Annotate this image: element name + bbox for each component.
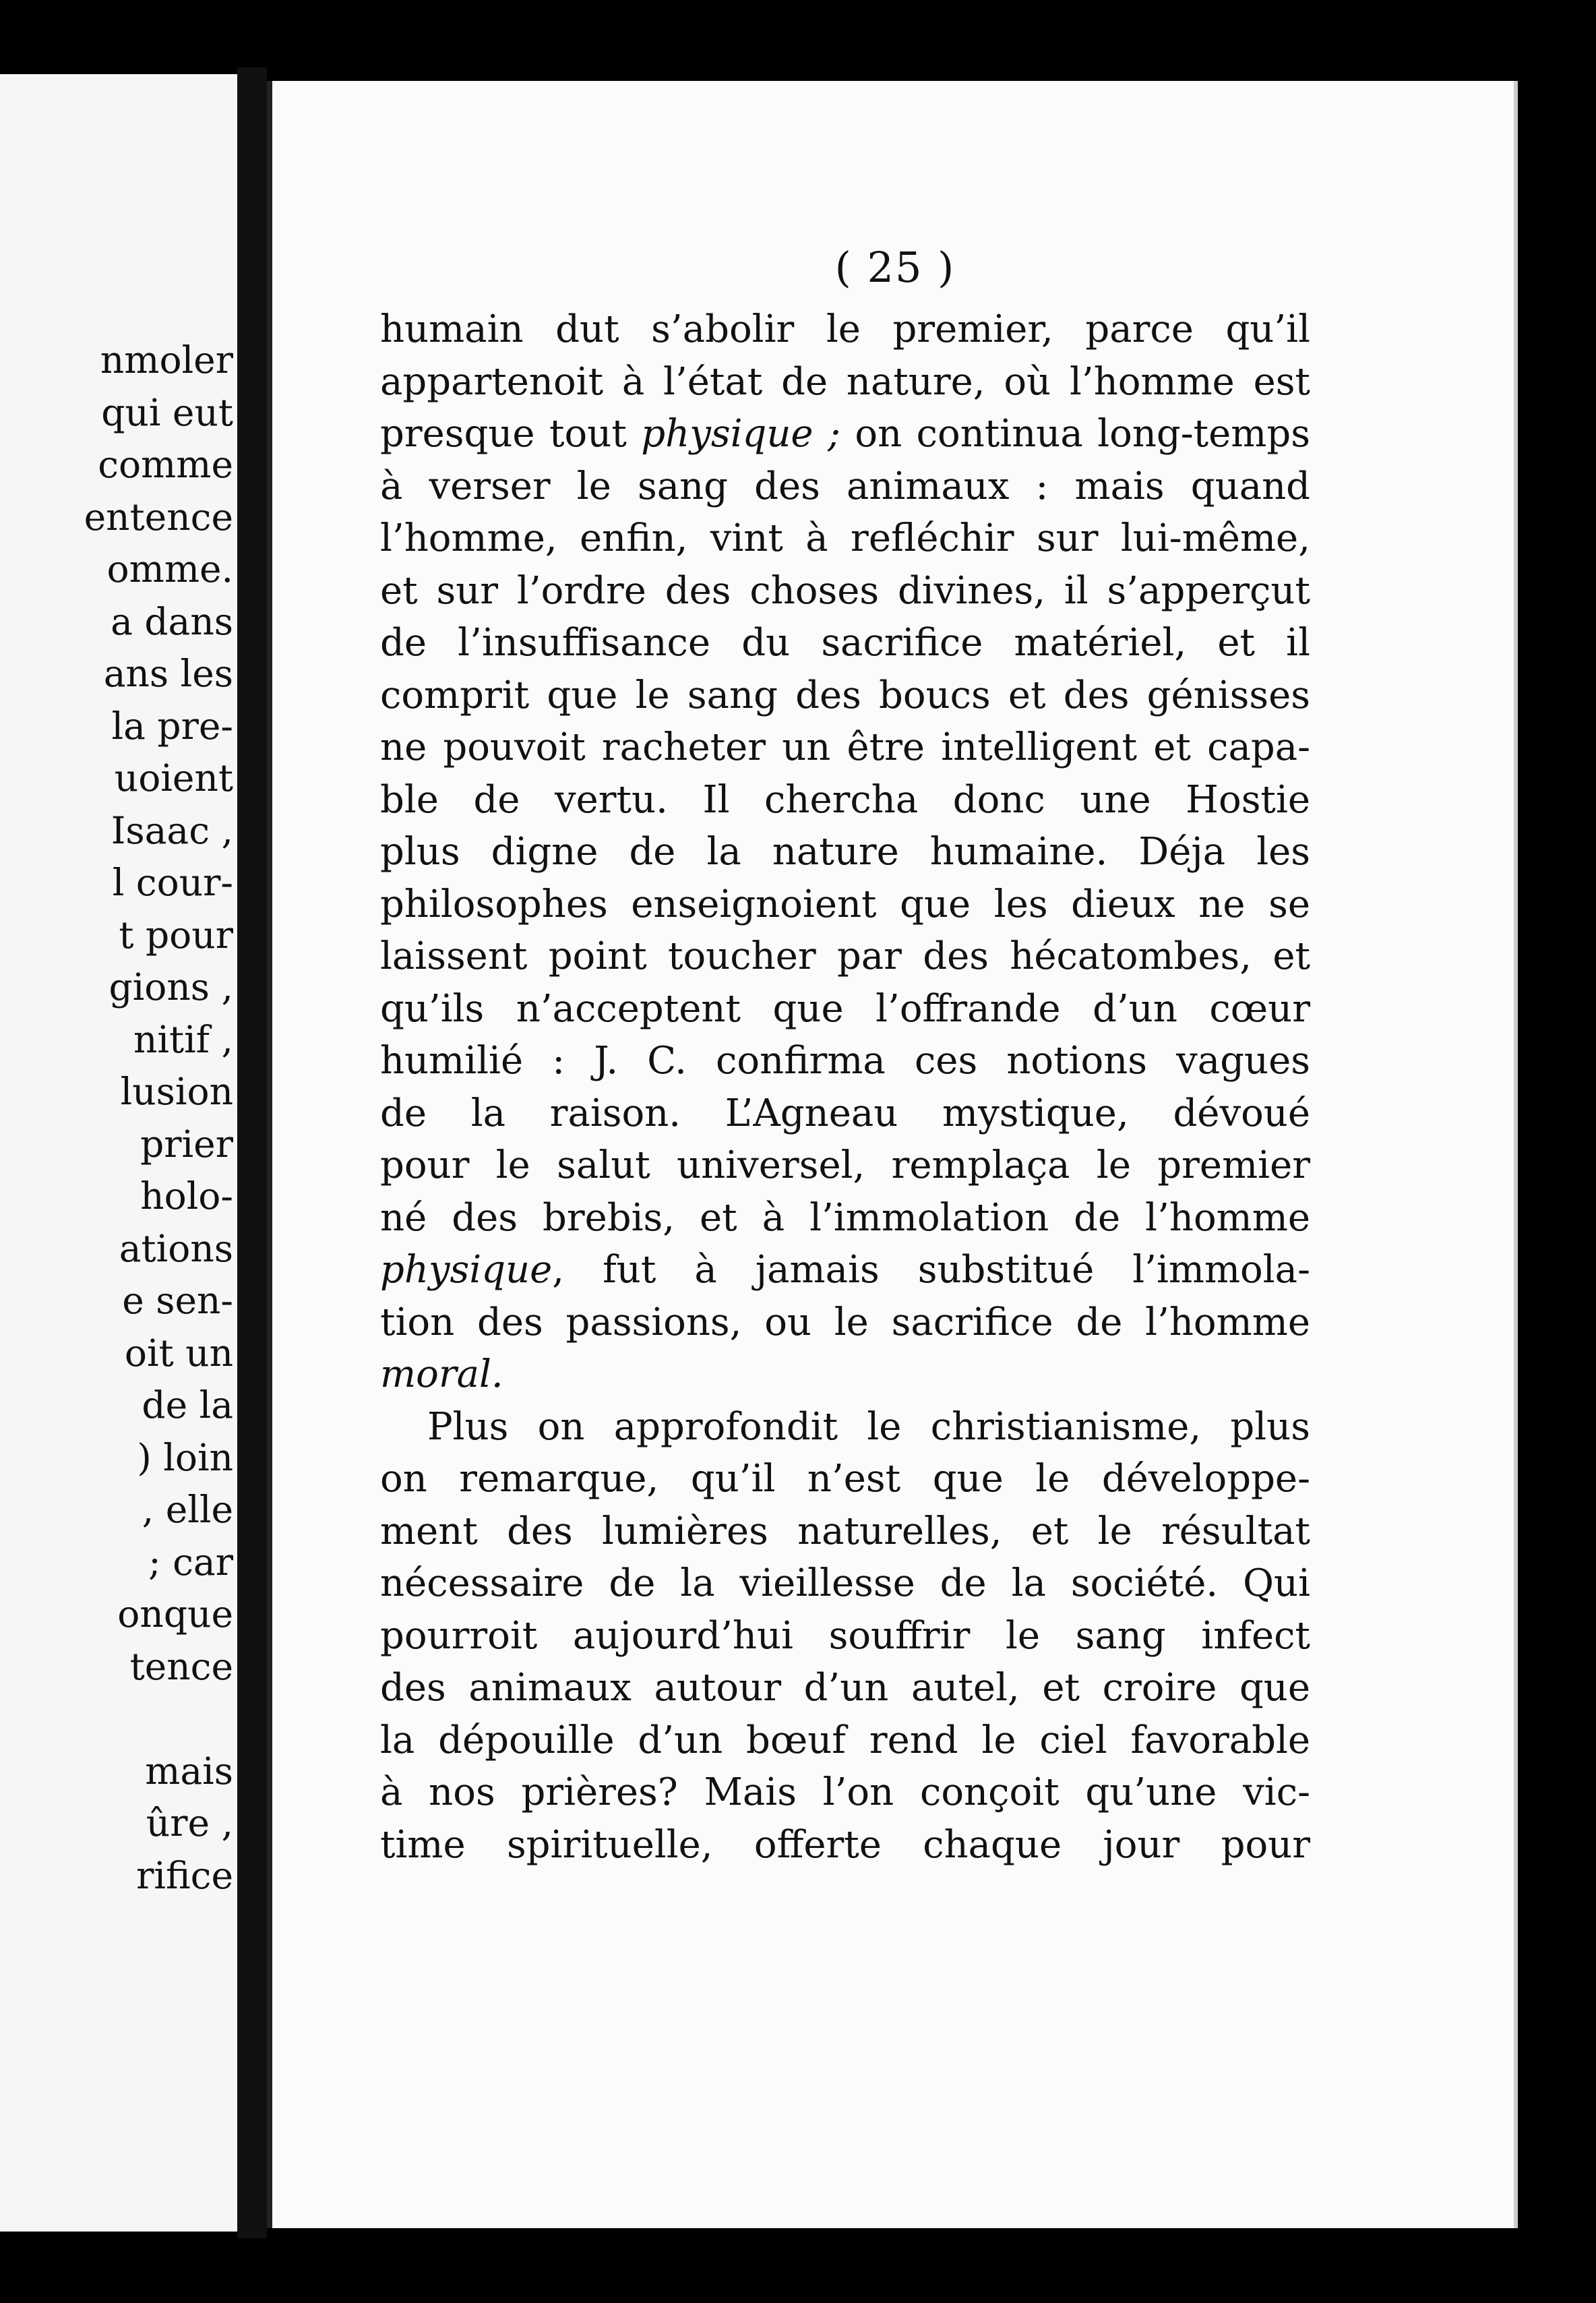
text-line: à verser le sang des animaux : mais quand <box>380 464 1310 508</box>
left-page-line: tence <box>129 1644 233 1688</box>
text-line: de la raison. L’Agneau mystique, dévoué <box>380 1091 1310 1135</box>
text-line: on remarque, qu’il n’est que le développe- <box>380 1457 1310 1501</box>
left-page-line: l cour- <box>112 861 233 904</box>
text-line: l’homme, enfin, vint à refléchir sur lui-même, <box>380 516 1310 560</box>
text-line: ble de vertu. Il chercha donc une Hostie <box>380 777 1310 822</box>
text-line: de l’insuffisance du sacrifice matériel, et il <box>380 621 1310 665</box>
left-page-line: a dans <box>111 599 233 643</box>
italic-word: physique <box>380 1248 553 1292</box>
text-line: comprit que le sang des boucs et des génisses <box>380 673 1310 717</box>
left-page-line: entence <box>84 495 233 539</box>
left-page-line: la pre- <box>111 704 233 748</box>
left-page-line: lusion <box>120 1070 233 1113</box>
italic-word: moral. <box>380 1352 503 1396</box>
text-line: ne pouvoit racheter un être intelligent et capa- <box>380 725 1310 769</box>
text-line: à nos prières? Mais l’on conçoit qu’une vic- <box>380 1770 1310 1814</box>
page-text <box>380 303 1310 1871</box>
text-line: et sur l’ordre des choses divines, il s’apperçut <box>380 568 1310 613</box>
italic-word: physique ; <box>641 412 840 456</box>
left-page-line: qui eut <box>101 390 233 434</box>
text-line: pourroit aujourd’hui souffrir le sang infect <box>380 1613 1310 1658</box>
left-page-line: ations <box>119 1226 233 1270</box>
left-page-line: ; car <box>148 1540 233 1584</box>
left-page-line: nmoler <box>100 338 233 382</box>
text-line <box>380 1348 1310 1401</box>
left-page-line: gions , <box>109 965 233 1009</box>
text-line: appartenoit à l’état de nature, où l’homme est <box>380 359 1310 404</box>
book-gutter <box>237 67 267 2238</box>
left-page-line: omme. <box>106 547 233 591</box>
text-line: qu’ils n’acceptent que l’offrande d’un cœur <box>380 986 1310 1031</box>
left-page-line: onque <box>117 1592 233 1636</box>
left-page-line: t pour <box>119 913 233 957</box>
text-line <box>380 408 1310 460</box>
left-page-line: nitif , <box>133 1017 233 1061</box>
left-page-line: oit un <box>124 1331 233 1375</box>
text-line: tion des passions, ou le sacrifice de l’homme <box>380 1300 1310 1344</box>
left-page-line: rifice <box>136 1853 233 1897</box>
text-line: né des brebis, et à l’immolation de l’homme <box>380 1195 1310 1240</box>
right-page <box>267 81 1518 2228</box>
text-line: Plus on approfondit le christianisme, plus <box>427 1404 1310 1449</box>
left-page-line: comme <box>98 443 233 486</box>
left-page-line: de la <box>142 1383 233 1427</box>
text-line: nécessaire de la vieillesse de la société. Qui <box>380 1561 1310 1605</box>
text-line: ment des lumières naturelles, et le résultat <box>380 1509 1310 1553</box>
text-line: plus digne de la nature humaine. Déja les <box>380 830 1310 874</box>
left-page-line: , elle <box>142 1488 233 1531</box>
left-page-line: Isaac , <box>111 808 233 852</box>
page-number: ( 25 ) <box>834 243 956 292</box>
left-page-line: ûre , <box>146 1801 233 1845</box>
left-page-line: uoient <box>114 756 233 800</box>
text-line: time spirituelle, offerte chaque jour pour <box>380 1822 1310 1867</box>
left-page-fragment <box>0 74 237 2232</box>
text-line: des animaux autour d’un autel, et croire que <box>380 1666 1310 1710</box>
text-line: humilié : J. C. confirma ces notions vagues <box>380 1039 1310 1083</box>
text-line: humain dut s’abolir le premier, parce qu’il <box>380 307 1310 351</box>
text-segment: on continua long-temps <box>840 412 1310 456</box>
left-page-line: ) loin <box>137 1435 233 1479</box>
text-line <box>380 1244 1310 1296</box>
text-line: la dépouille d’un bœuf rend le ciel favorable <box>380 1718 1310 1762</box>
left-page-line: prier <box>140 1122 233 1166</box>
left-page-line: ans les <box>103 652 233 695</box>
text-line: pour le salut universel, remplaça le premier <box>380 1143 1310 1187</box>
left-page-line: e sen- <box>122 1279 233 1322</box>
text-line: laissent point toucher par des hécatombes, et <box>380 934 1310 978</box>
text-segment: , fut à jamais substitué l’immola- <box>552 1248 1310 1292</box>
left-page-line: mais <box>145 1749 233 1793</box>
left-page-line: holo- <box>140 1174 233 1218</box>
text-line: philosophes enseignoient que les dieux ne se <box>380 882 1310 926</box>
text-segment: presque tout <box>380 412 642 456</box>
